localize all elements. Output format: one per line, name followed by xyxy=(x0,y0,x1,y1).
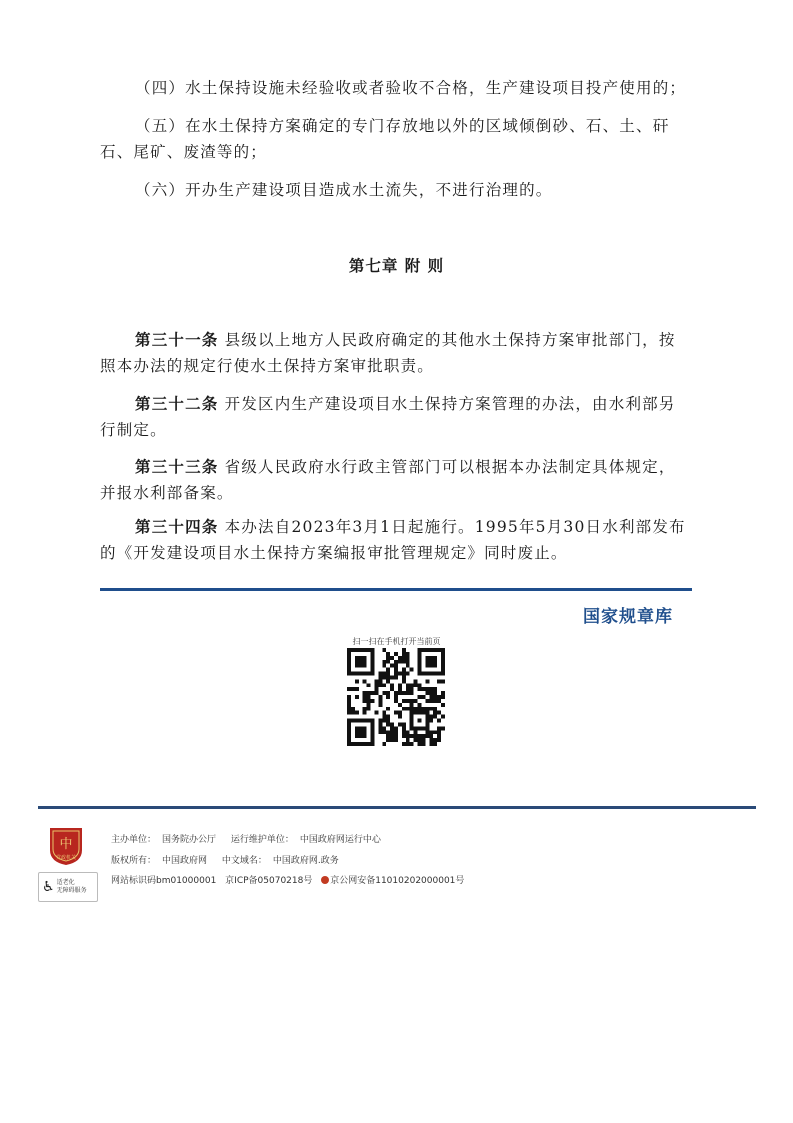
article-31 xyxy=(100,327,692,379)
article-text: 开发区内生产建设项目水土保持方案管理的办法，由水利部另行制定。 xyxy=(100,395,676,439)
party-government-emblem[interactable] xyxy=(48,826,84,866)
article-text: 县级以上地方人民政府确定的其他水土保持方案审批部门，按照本办法的规定行使水土保持方案审批职责。 xyxy=(100,331,676,375)
qr-caption: 扫一扫在手机打开当前页 xyxy=(352,637,441,646)
article-number: 第三十一条 xyxy=(135,330,219,349)
police-record-link[interactable]: 京公网安备11010202000001号 xyxy=(321,876,470,886)
wheelchair-icon: ♿ xyxy=(42,879,55,895)
clause-5: （五）在水土保持方案确定的专门存放地以外的区域倾倒砂、石、土、矸石、尾矿、废渣等的； xyxy=(100,117,670,161)
section-divider xyxy=(100,588,692,591)
article-text: 省级人民政府水行政主管部门可以根据本办法制定具体规定，并报水利部备案。 xyxy=(100,458,676,502)
footer-registration-line xyxy=(111,873,476,886)
footer-host-line: 主办单位： 国务院办公厅 运行维护单位： 中国政府网运行中心 xyxy=(111,835,381,845)
article-32 xyxy=(100,391,692,443)
library-title[interactable]: 国家规章库 xyxy=(583,607,673,627)
police-badge-icon xyxy=(321,876,329,884)
chapter-title: 第七章 附 则 xyxy=(348,256,445,275)
svg-text:中: 中 xyxy=(59,837,73,852)
icp-link[interactable]: 京ICP备05070218号 xyxy=(225,876,313,886)
article-number: 第三十三条 xyxy=(135,457,219,476)
article-number: 第三十二条 xyxy=(135,394,219,413)
qr-code xyxy=(347,648,445,746)
accessibility-service-button[interactable] xyxy=(38,872,98,902)
clause-6: （六）开办生产建设项目造成水土流失，不进行治理的。 xyxy=(135,181,553,199)
footer-divider xyxy=(38,806,756,809)
emblem-label: 党政机关 xyxy=(55,855,77,861)
footer-copyright-line: 版权所有： 中国政府网 中文域名： 中国政府网.政务 xyxy=(111,856,339,866)
article-34 xyxy=(100,514,692,566)
accessibility-label: 适老化 无障碍服务 xyxy=(56,879,87,894)
article-33 xyxy=(100,454,692,506)
article-number: 第三十四条 xyxy=(135,517,219,536)
article-text: 本办法自2023年3月1日起施行。1995年5月30日水利部发布的《开发建设项目水土保持方案编报审批管理规定》同时废止。 xyxy=(100,518,686,562)
site-id: 网站标识码bm01000001 xyxy=(111,876,217,886)
clause-4: （四）水土保持设施未经验收或者验收不合格，生产建设项目投产使用的； xyxy=(135,79,687,97)
